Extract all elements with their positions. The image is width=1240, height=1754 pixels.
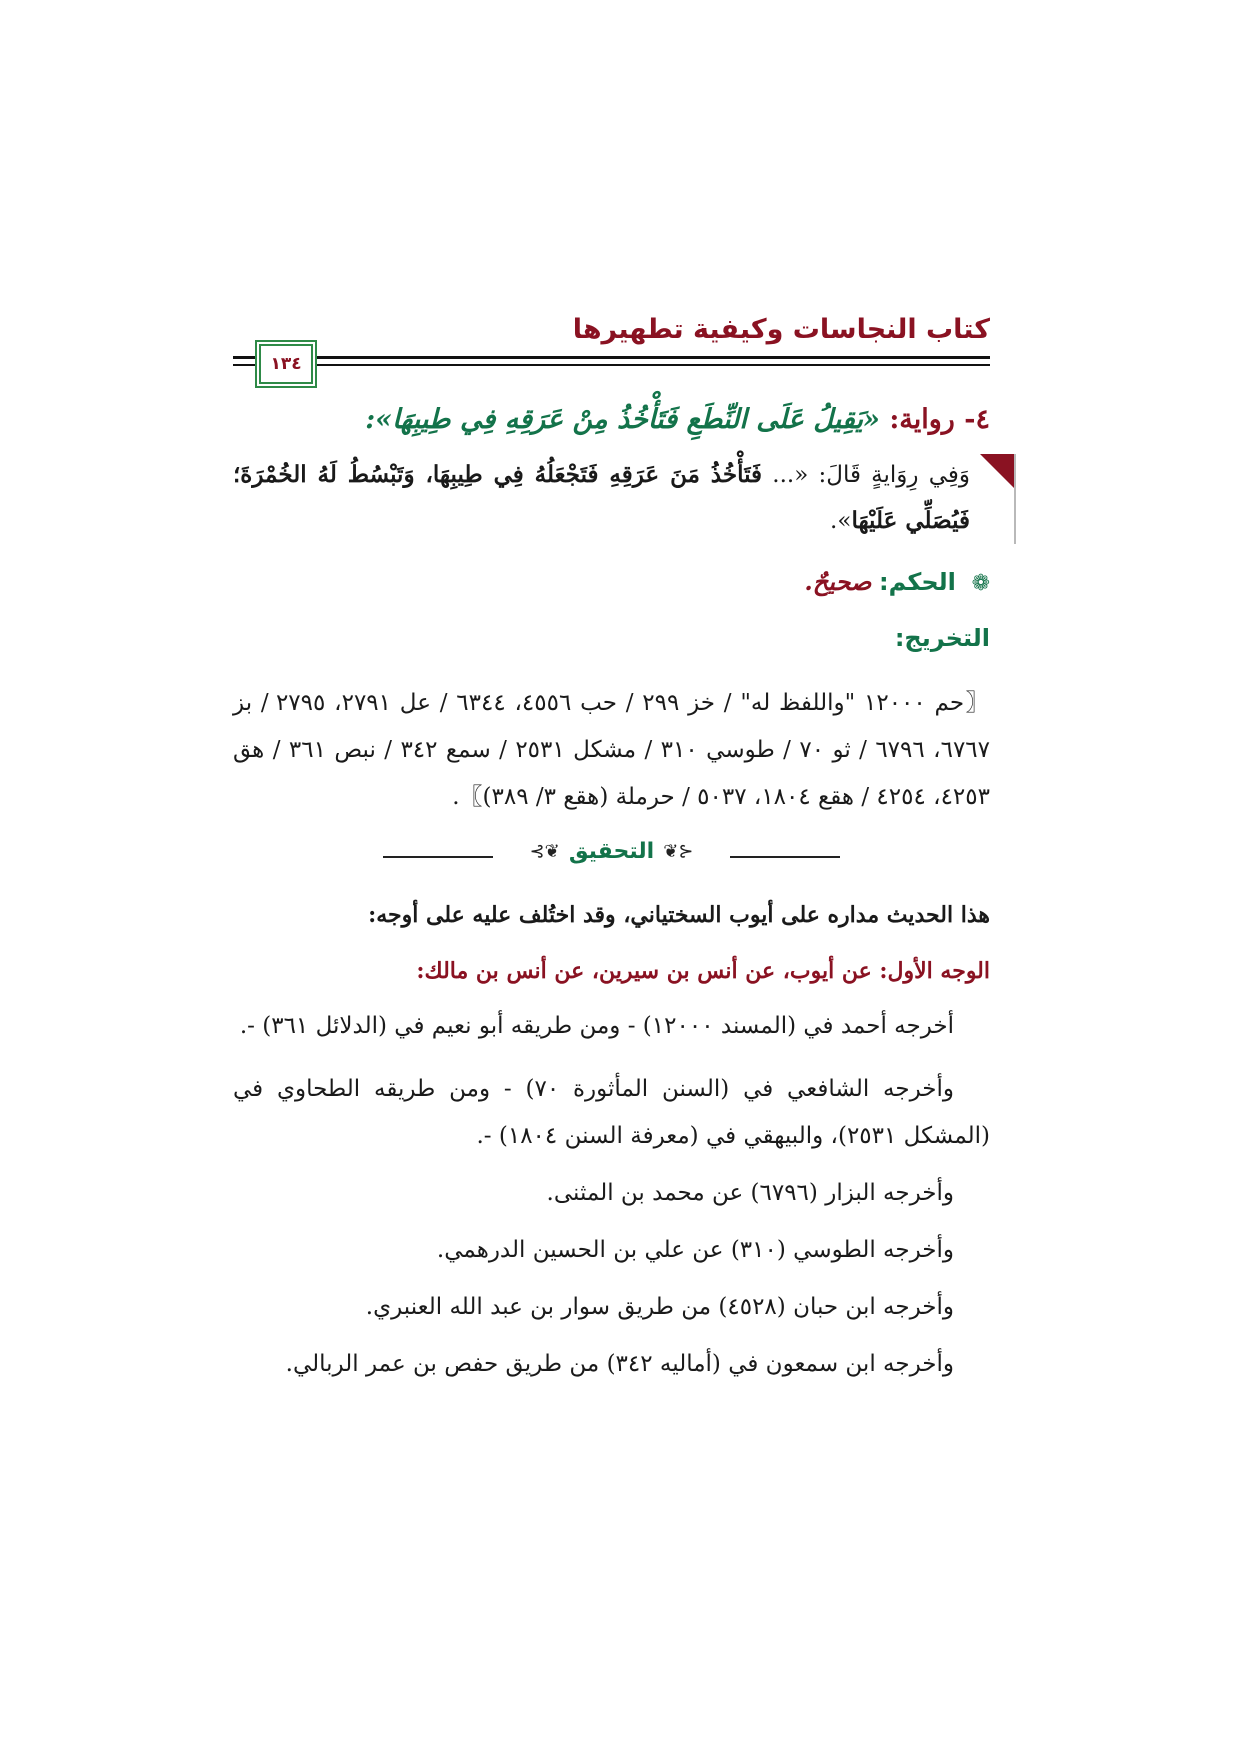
paragraph: وأخرجه البزار (٦٧٩٦) عن محمد بن المثنى. (546, 1180, 954, 1206)
ornament-icon: ❦⊱ (529, 841, 560, 862)
paragraph: أخرجه أحمد في (المسند ١٢٠٠٠) - ومن طريقه أبو نعيم في (الدلائل ٣٦١) -. (239, 1013, 954, 1039)
verdict-label: الحكم: (879, 568, 956, 596)
verdict-value: صحيحٌ. (804, 567, 872, 596)
tahqiq-divider (233, 839, 990, 875)
divider-line-right (730, 856, 840, 858)
header-rule-thick (233, 356, 990, 359)
narration-box (233, 452, 990, 544)
header-rule-thin (233, 364, 990, 366)
tahqiq-title: التحقيق (568, 839, 655, 864)
page (233, 300, 990, 1388)
divider-line-left (383, 856, 493, 858)
paragraph: وأخرجه الطوسي (٣١٠) عن علي بن الحسين الدرهمي. (436, 1237, 954, 1263)
book-title: كتاب النجاسات وكيفية تطهيرها (572, 314, 990, 345)
narration-intro: وَفِي رِوَايةٍ قَالَ: «... (762, 462, 970, 488)
face1-title: الوجه الأول: عن أيوب، عن أنس بن سيرين، عن أنس بن مالك: (416, 958, 990, 984)
paragraph: وأخرجه الشافعي في (السنن المأثورة ٧٠) - ومن طريقه الطحاوي في (المشكل ٢٥٣١)، والبيهقي في (معرفة السنن ١٨٠٤) -. (233, 1076, 990, 1149)
page-number: ١٣٤ (270, 354, 302, 374)
flower-icon: ❁ (971, 571, 990, 596)
section-heading (233, 398, 990, 442)
takhrij-label: التخريج: (894, 624, 990, 652)
tahqiq-intro: هذا الحديث مداره على أيوب السختياني، وقد اختُلف عليه على أوجه: (368, 902, 990, 928)
section-number: ٤- (964, 404, 990, 435)
narration-end: ». (830, 508, 852, 534)
section-label: رواية: (889, 404, 955, 435)
ornament-icon: ⊰❦ (663, 841, 694, 862)
narration-text (233, 452, 970, 544)
section-quote: «يَقِيلُ عَلَى النِّطَعِ فَتَأْخُذُ مِنْ عَرَقِهِ فِي طِيبِهَا»: (365, 404, 880, 435)
narration-corner-marker (980, 454, 1014, 488)
narration-quote: فَتَأْخُذُ مَنَ عَرَقِهِ فَتَجْعَلُهُ فِي طِيبِهَا، وَتَبْسُطُ لَهُ الخُمْرَةَ؛ فَيُصَلِّي عَلَيْهَا (233, 461, 970, 534)
narration-side-bar (1014, 454, 1016, 544)
page-number-badge (259, 344, 313, 384)
paragraph: وأخرجه ابن حبان (٤٥٢٨) من طريق سوار بن عبد الله العنبري. (365, 1294, 954, 1320)
takhrij-text: 〖حم ١٢٠٠٠ "واللفظ له" / خز ٢٩٩ / حب ٤٥٥٦، ٦٣٤٤ / عل ٢٧٩١، ٢٧٩٥ / بز ٦٧٦٧، ٦٧٩٦ / ثو ٧٠ / طوسي ٣١٠ / مشكل ٢٥٣١ / سمع ٣٤٢ / نبص ٣٦١ / هق ٤٢٥٣، ٤٢٥٤ / هقع ١٨٠٤، ٥٠٣٧ / حرملة (هقع ٣/ ٣٨٩)〗. (233, 690, 991, 810)
verdict-line (233, 560, 990, 606)
paragraph: وأخرجه ابن سمعون في (أماليه ٣٤٢) من طريق حفص بن عمر الربالي. (285, 1351, 954, 1377)
page-header (233, 300, 990, 392)
